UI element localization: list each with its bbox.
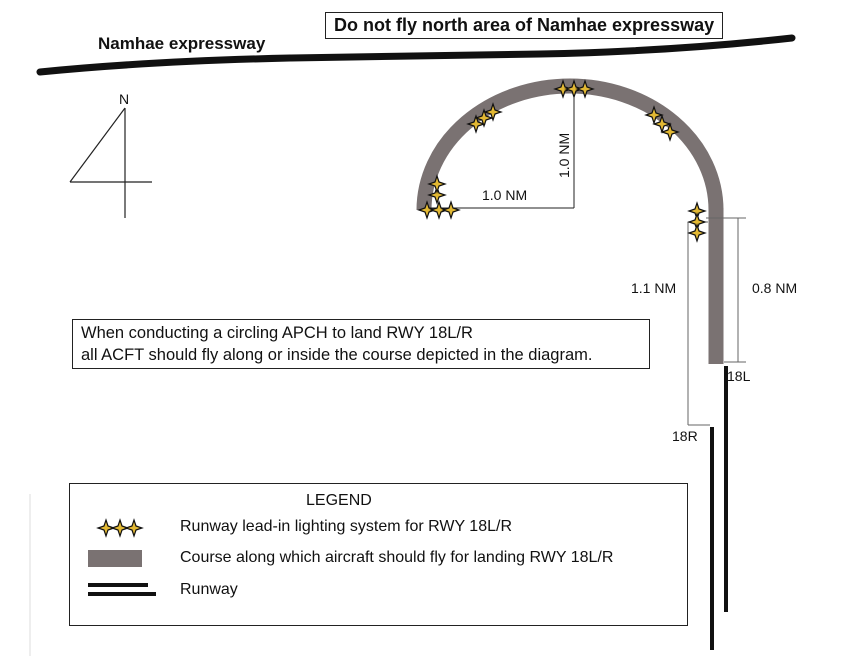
distance-label-0-8nm: 0.8 NM bbox=[752, 280, 798, 296]
legend-item-course bbox=[70, 547, 687, 571]
legend-box bbox=[69, 483, 688, 626]
distance-label-1-1nm: 1.1 NM bbox=[631, 280, 677, 296]
legend-item-runway bbox=[70, 579, 687, 603]
circling-instruction-box bbox=[72, 319, 650, 369]
runway-icon bbox=[84, 579, 156, 603]
legend-item-lead-in-lights bbox=[70, 516, 687, 540]
expressway-label: Namhae expressway bbox=[98, 34, 266, 53]
north-arrow bbox=[70, 91, 152, 218]
legend-title: LEGEND bbox=[306, 492, 372, 509]
radius-label-vertical: 1.0 NM bbox=[556, 132, 572, 178]
circling-instruction-line1: When conducting a circling APCH to land RWY 18L/R bbox=[81, 324, 473, 342]
circling-instruction-line2: all ACFT should fly along or inside the course depicted in the diagram. bbox=[81, 346, 593, 364]
legend-label-lead-in-lights: Runway lead-in lighting system for RWY 18L/R bbox=[180, 518, 512, 535]
no-fly-warning-text: Do not fly north area of Namhae expressway bbox=[334, 15, 715, 35]
radius-label-horizontal: 1.0 NM bbox=[482, 187, 528, 203]
no-fly-warning-box bbox=[325, 12, 723, 39]
north-label: N bbox=[119, 91, 130, 107]
runway-label-18l: 18L bbox=[727, 368, 751, 384]
lead-in-lights-icon bbox=[84, 516, 156, 540]
course-swatch bbox=[84, 547, 156, 571]
runway-label-18r: 18R bbox=[672, 428, 698, 444]
legend-label-course: Course along which aircraft should fly for landing RWY 18L/R bbox=[180, 549, 614, 566]
legend-label-runway: Runway bbox=[180, 581, 238, 598]
